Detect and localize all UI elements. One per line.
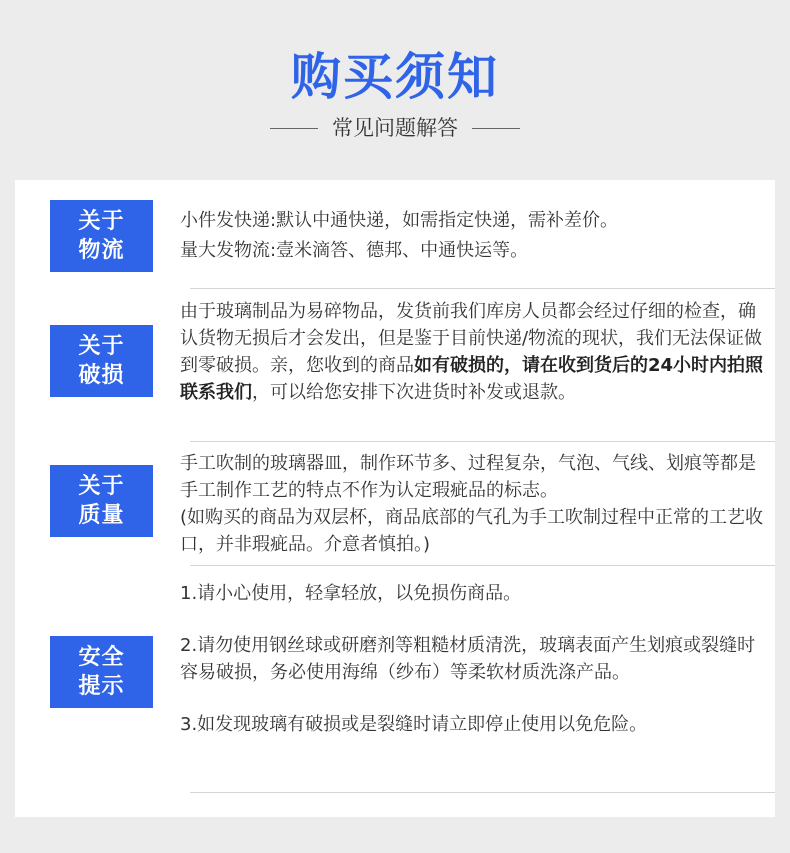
tag-safety [50,636,153,708]
damage-text-bold: 如有破损的，请在收到货后的24小时内拍照联系我们 [180,355,764,403]
logistics-line1: 小件发快递:默认中通快递，如需指定快递，需补差价。 [180,210,619,231]
tag-quality [50,465,153,537]
divider-2 [190,441,775,442]
tag-logistics [50,200,153,272]
divider-1 [190,288,775,289]
tag-safety-line1: 安全 [78,645,125,670]
tag-damage-line1: 关于 [78,334,125,359]
tag-logistics-line1: 关于 [78,209,125,234]
tag-damage [50,325,153,397]
damage-text-before: 由于玻璃制品为易碎物品，发货前我们库房人员都会经过仔细的检查，确认货物无损后才会发出，但是鉴于目前快递/物流的现状，我们无法保证做到零破损。亲，您收到的商品 [180,301,763,376]
damage-paragraph [180,298,765,406]
divider-3 [190,565,775,566]
tag-safety-line2: 提示 [78,674,125,699]
logistics-text [180,206,765,266]
page-header [0,0,790,180]
page-subtitle: 常见问题解答 [332,116,458,140]
safety-item3: 3.如发现玻璃有破损或是裂缝时请立即停止使用以免危险。 [180,714,648,735]
safety-text [180,580,765,738]
logistics-line2: 量大发物流:壹米滴答、德邦、中通快运等。 [180,240,529,261]
subtitle-left-line [270,128,318,129]
subtitle-row [0,114,790,142]
page-title: 购买须知 [291,48,499,106]
tag-damage-line2: 破损 [78,363,125,388]
quality-para2: (如购买的商品为双层杯，商品底部的气孔为手工吹制过程中正常的工艺收口，并非瑕疵品。介意者慎拍。) [180,507,764,555]
info-card [15,180,775,817]
damage-text [180,298,765,406]
tag-quality-line2: 质量 [78,503,125,528]
tag-logistics-line2: 物流 [78,238,125,263]
damage-text-after: ，可以给您安排下次进货时补发或退款。 [252,382,576,403]
safety-item2: 2.请勿使用钢丝球或研磨剂等粗糙材质清洗，玻璃表面产生划痕或裂缝时容易破损，务必使用海绵（纱布）等柔软材质洗涤产品。 [180,635,756,683]
safety-item1: 1.请小心使用，轻拿轻放，以免损伤商品。 [180,583,522,604]
quality-para1: 手工吹制的玻璃器皿，制作环节多、过程复杂，气泡、气线、划痕等都是手工制作工艺的特点不作为认定瑕疵品的标志。 [180,453,756,501]
quality-text [180,450,765,558]
divider-4 [190,792,775,793]
subtitle-right-line [472,128,520,129]
tag-quality-line1: 关于 [78,474,125,499]
